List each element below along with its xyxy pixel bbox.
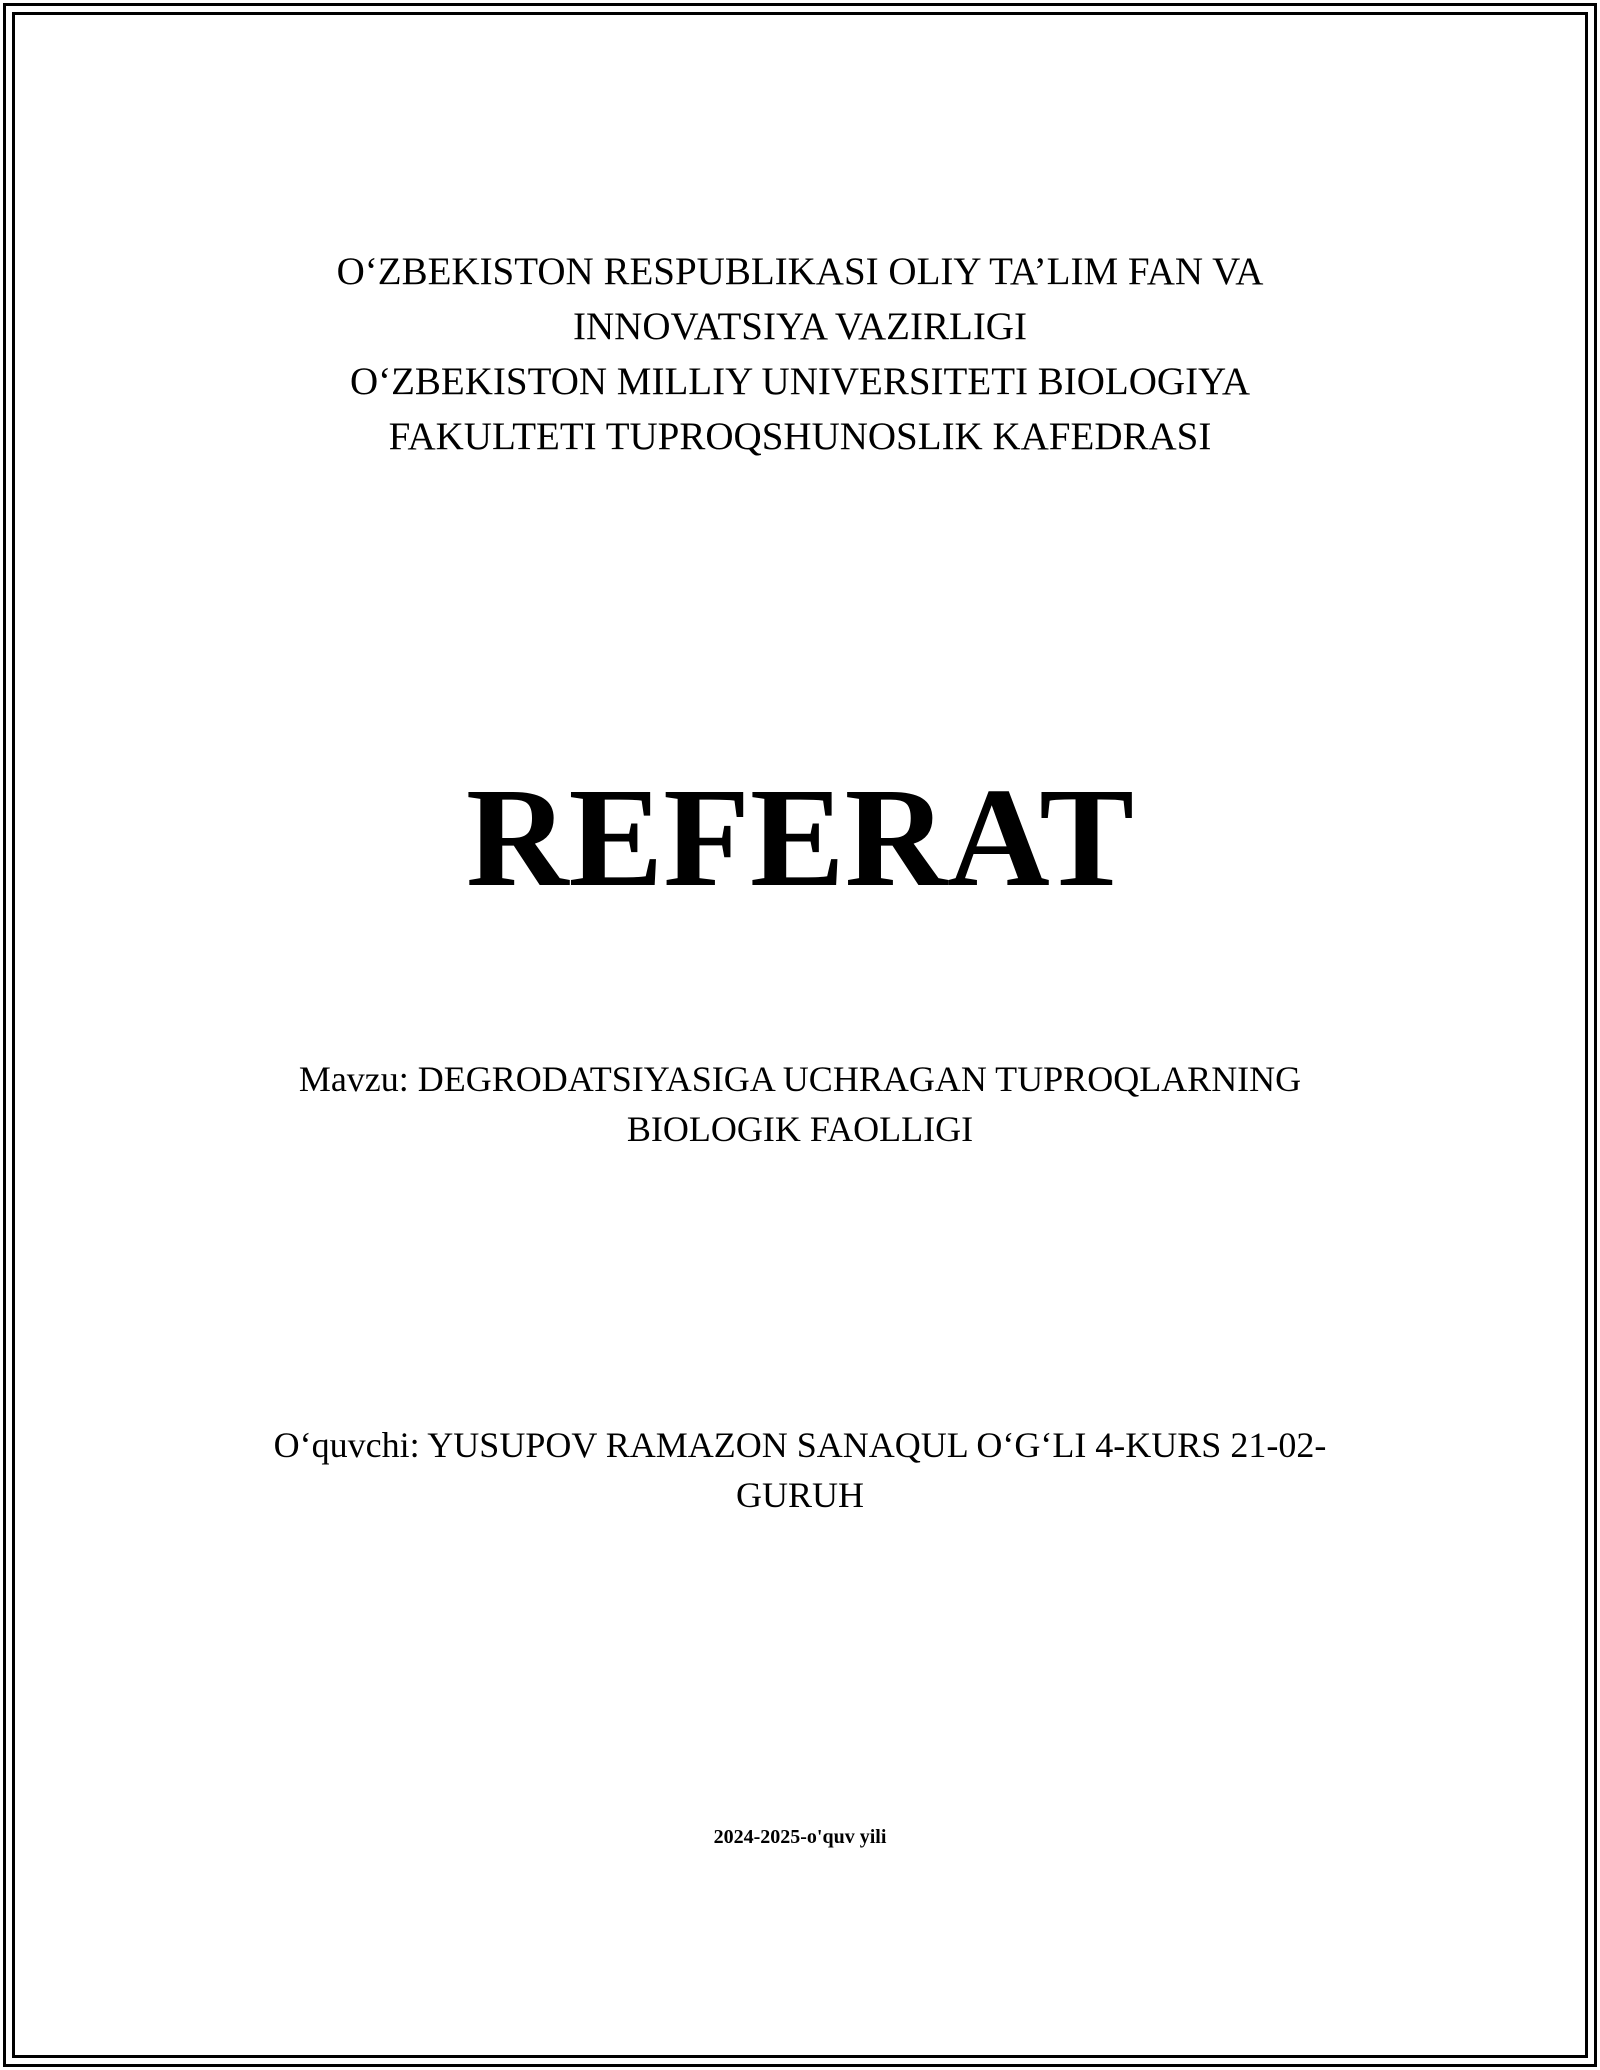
topic-line: Mavzu: DEGRODATSIYASIGA UCHRAGAN TUPROQLARNING xyxy=(298,1059,1302,1099)
institution-header xyxy=(0,244,1600,464)
header-line: FAKULTETI TUPROQSHUNOSLIK KAFEDRASI xyxy=(388,415,1212,458)
header-line: O‘ZBEKISTON RESPUBLIKASI OLIY TA’LIM FAN VA xyxy=(336,250,1264,293)
student-section xyxy=(0,1420,1600,1520)
student-line: GURUH xyxy=(735,1475,864,1515)
topic-line: BIOLOGIK FAOLLIGI xyxy=(626,1109,974,1149)
document-title: REFERAT xyxy=(466,758,1134,916)
header-line: O‘ZBEKISTON MILLIY UNIVERSITETI BIOLOGIYA xyxy=(349,360,1251,403)
academic-year: 2024-2025-o'quv yili xyxy=(713,1826,887,1848)
header-line: INNOVATSIYA VAZIRLIGI xyxy=(573,305,1027,348)
topic-section xyxy=(0,1054,1600,1154)
student-line: O‘quvchi: YUSUPOV RAMAZON SANAQUL O‘G‘LI 4-KURS 21-02- xyxy=(273,1425,1327,1465)
